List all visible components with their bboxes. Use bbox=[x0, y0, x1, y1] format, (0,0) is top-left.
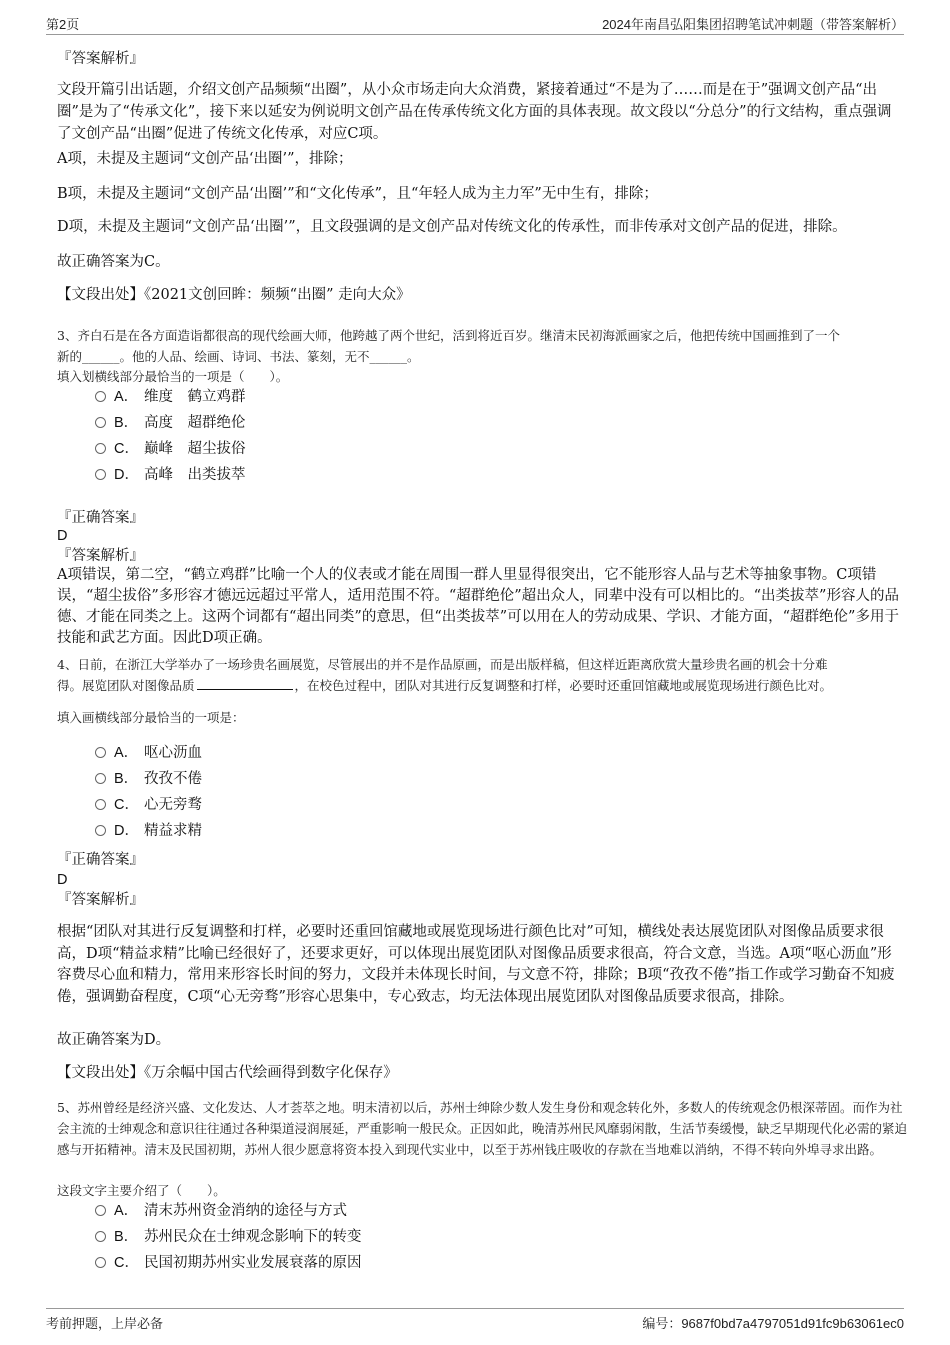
blank-line bbox=[197, 675, 293, 690]
radio-icon[interactable] bbox=[95, 799, 106, 810]
q4-analysis-label: 『答案解析』 bbox=[57, 892, 144, 908]
radio-icon[interactable] bbox=[95, 825, 106, 836]
q4-option-b[interactable]: B． 孜孜不倦 bbox=[95, 768, 202, 790]
radio-icon[interactable] bbox=[95, 417, 106, 428]
q4-stem-line1: 4、日前，在浙江大学举办了一场珍贵名画展览，尽管展出的并不是作品原画，而是出版样稿，但这样近距离欣赏大量珍贵名画的机会十分难 bbox=[57, 657, 828, 672]
q2-conclusion: 故正确答案为C。 bbox=[57, 254, 170, 270]
page-number: 第2页 bbox=[46, 17, 80, 32]
q4-option-a[interactable]: A． 呕心沥血 bbox=[95, 742, 202, 764]
q2-analysis-label: 『答案解析』 bbox=[57, 51, 144, 67]
q3-answer: D bbox=[57, 528, 68, 544]
radio-icon[interactable] bbox=[95, 1231, 106, 1242]
q5-option-b[interactable]: B． 苏州民众在士绅观念影响下的转变 bbox=[95, 1226, 362, 1248]
header-divider bbox=[46, 34, 904, 35]
radio-icon[interactable] bbox=[95, 469, 106, 480]
q3-prompt: 填入划横线部分最恰当的一项是（ ）。 bbox=[57, 369, 289, 384]
q3-analysis: A项错误，第二空，“鹤立鸡群”比喻一个人的仪表或才能在周围一群人里显得很突出，它不能形容人品与艺术等抽象事物。C项错误，“超尘拔俗”多形容才德远远超过平常人，适用范围不符。“超群绝伦”超出众人，同辈中没有可以相比的。“出类拔萃”形容人的品德、才能在同类之上。这两个词都有“超出同类”的意思，但“出类拔萃”可以用在人的劳动成果、学识、才能方面，“超群绝伦”多用于技能和武艺方面。因此D项正确。 bbox=[57, 567, 899, 646]
radio-icon[interactable] bbox=[95, 391, 106, 402]
q4-option-c[interactable]: C． 心无旁骛 bbox=[95, 794, 202, 816]
document-title: 2024年南昌弘阳集团招聘笔试冲刺题（带答案解析） bbox=[602, 17, 904, 32]
q3-option-c[interactable]: C． 巅峰 超尘拔俗 bbox=[95, 438, 246, 460]
q4-stem-line2: 得。展览团队对图像品质 ，在校色过程中，团队对其进行反复调整和打样，必要时还重回馆藏地或展览现场进行颜色比对。 bbox=[57, 675, 907, 696]
q3-analysis-label: 『答案解析』 bbox=[57, 548, 144, 564]
q2-analysis-option-d: D项，未提及主题词“文创产品‘出圈’”，且文段强调的是文创产品对传统文化的传承性，而非传承对文创产品的促进，排除。 bbox=[57, 219, 847, 235]
q3-option-d[interactable]: D． 高峰 出类拔萃 bbox=[95, 464, 246, 486]
q5-stem: 5、苏州曾经是经济兴盛、文化发达、人才荟萃之地。明末清初以后，苏州士绅除少数人发生身份和观念转化外，多数人的传统观念仍根深蒂固。而作为社会主流的士绅观念和意识往往通过各种渠道浸润展延，严重影响一般民众。正因如此，晚清苏州民风靡弱闲散，生活节奏缓慢，缺乏早期现代化必需的紧迫感与开拓精神。清末及民国初期，苏州人很少愿意将资本投入到现代实业中，以至于苏州钱庄吸收的存款在当地难以消纳，不得不转向外埠寻求出路。 bbox=[57, 1100, 908, 1157]
q4-source: 【文段出处】《万余幅中国古代绘画得到数字化保存》 bbox=[57, 1065, 398, 1081]
q4-option-d[interactable]: D． 精益求精 bbox=[95, 820, 202, 842]
radio-icon[interactable] bbox=[95, 1257, 106, 1268]
footer-divider bbox=[46, 1308, 904, 1309]
q4-prompt: 填入画横线部分最恰当的一项是： bbox=[57, 710, 245, 725]
footer-slogan: 考前押题，上岸必备 bbox=[46, 1316, 164, 1331]
q5-prompt: 这段文字主要介绍了（ ）。 bbox=[57, 1183, 226, 1198]
q4-answer: D bbox=[57, 872, 68, 888]
radio-icon[interactable] bbox=[95, 443, 106, 454]
q5-option-a[interactable]: A． 清末苏州资金消纳的途径与方式 bbox=[95, 1200, 347, 1222]
document-code: 编号：9687f0bd7a4797051d91fc9b63061ec0 bbox=[642, 1316, 904, 1331]
q2-source: 【文段出处】《2021文创回眸：频频“出圈” 走向大众》 bbox=[57, 287, 411, 303]
radio-icon[interactable] bbox=[95, 1205, 106, 1216]
q4-conclusion: 故正确答案为D。 bbox=[57, 1032, 171, 1048]
q4-answer-label: 『正确答案』 bbox=[57, 852, 144, 868]
q3-answer-label: 『正确答案』 bbox=[57, 510, 144, 526]
q3-option-b[interactable]: B． 高度 超群绝伦 bbox=[95, 412, 246, 434]
q5-option-c[interactable]: C． 民国初期苏州实业发展衰落的原因 bbox=[95, 1252, 362, 1274]
q3-stem-line2: 新的______。他的人品、绘画、诗词、书法、篆刻，无不______。 bbox=[57, 349, 420, 364]
radio-icon[interactable] bbox=[95, 773, 106, 784]
radio-icon[interactable] bbox=[95, 747, 106, 758]
q3-stem-line1: 3、齐白石是在各方面造诣都很高的现代绘画大师，他跨越了两个世纪，活到将近百岁。继清末民初海派画家之后，他把传统中国画推到了一个 bbox=[57, 328, 840, 343]
q3-option-a[interactable]: A． 维度 鹤立鸡群 bbox=[95, 386, 246, 408]
q2-analysis-option-b: B项，未提及主题词“文创产品‘出圈’”和“文化传承”，且“年轻人成为主力军”无中生有，排除； bbox=[57, 186, 658, 202]
q2-analysis-paragraph: 文段开篇引出话题，介绍文创产品频频“出圈”，从小众市场走向大众消费，紧接着通过“不是为了……而是在于”强调文创产品“出圈”是为了“传承文化”，接下来以延安为例说明文创产品在传承传统文化方面的具体表现。故文段以“分总分”的行文结构，重点强调了文创产品“出圈”促进了传统文化传承，对应C项。 bbox=[57, 82, 892, 142]
q4-analysis: 根据“团队对其进行反复调整和打样，必要时还重回馆藏地或展览现场进行颜色比对”可知，横线处表达展览团队对图像品质要求很高，D项“精益求精”比喻已经很好了，还要求更好，可以体现出展览团队对图像品质要求很高，符合文意，当选。A项“呕心沥血”形容费尽心血和精力，常用来形容长时间的努力，文段并未体现长时间，与文意不符，排除；B项“孜孜不倦”指工作或学习勤奋不知疲倦，强调勤奋程度，C项“心无旁骛”形容心思集中，专心致志，均无法体现出展览团队对图像品质要求很高，排除。 bbox=[57, 924, 895, 1005]
q2-analysis-option-a: A项，未提及主题词“文创产品‘出圈’”，排除； bbox=[57, 151, 353, 167]
